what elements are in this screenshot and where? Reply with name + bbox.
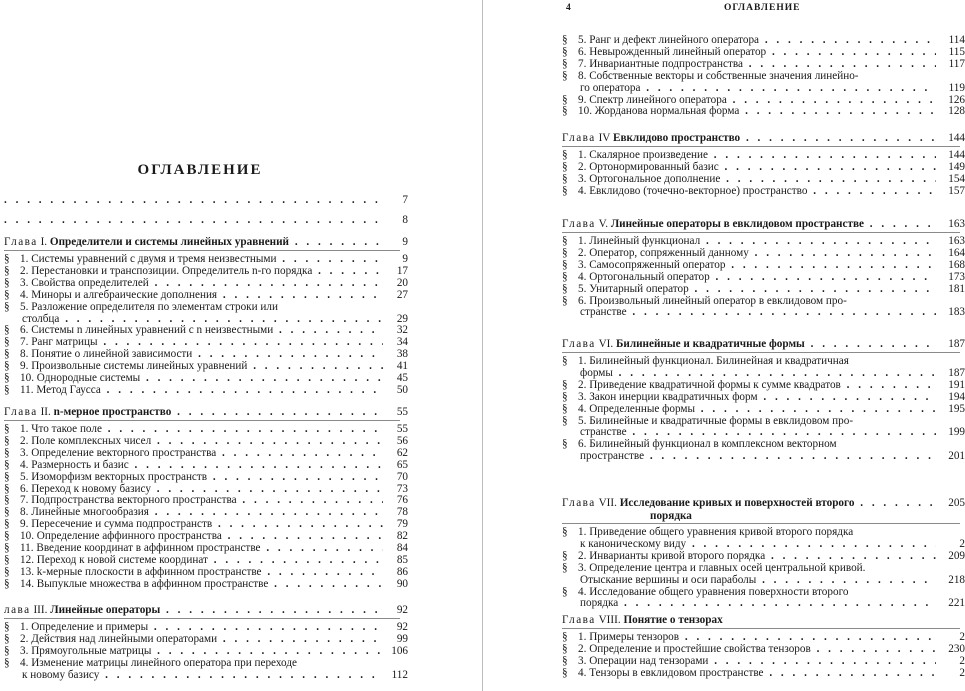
- entry-page: 221: [936, 597, 965, 610]
- entry-text: 3. Закон инерции квадратичных форм . . .: [578, 391, 937, 404]
- section-mark: §: [4, 565, 10, 578]
- entry-page: 163: [936, 235, 965, 248]
- section-mark: §: [562, 549, 568, 562]
- entry-text: [4, 214, 384, 227]
- entry-page: 34: [383, 336, 408, 349]
- entry-page: 90: [383, 578, 408, 591]
- entry-page: 181: [936, 283, 965, 296]
- section-mark: §: [562, 666, 568, 679]
- chapter-title: [562, 497, 937, 510]
- entry-text: 9. Пересечение и сумма подпространств . . .: [20, 518, 384, 531]
- chapter-heading[interactable]: [0, 236, 408, 249]
- section-mark: §: [4, 553, 10, 566]
- chapter-number: VIII.: [598, 614, 621, 626]
- chapter-heading-cont: [560, 510, 965, 523]
- chapter-number: I.: [40, 236, 48, 248]
- section-mark: §: [4, 276, 10, 289]
- section-mark: §: [4, 656, 10, 669]
- entry-text: 2. Поле комплексных чисел . . .: [20, 435, 384, 448]
- entry-text: 6. Невырожденный линейный оператор . . .: [578, 46, 937, 59]
- entry-page: 164: [936, 247, 965, 260]
- entry-text: 2. Ортонормированный базис . . .: [578, 161, 937, 174]
- divider: [4, 250, 400, 251]
- entry-page: 194: [936, 391, 965, 404]
- toc-entry[interactable]: [0, 578, 408, 591]
- entry-text: 7. Ранг матрицы . . .: [20, 336, 384, 349]
- entry-text: 14. Выпуклые множества в аффинном пространстве . . .: [20, 578, 384, 591]
- section-mark: §: [4, 446, 10, 459]
- entry-text: 3. Свойства определителей . . .: [20, 277, 384, 290]
- section-mark: §: [4, 518, 10, 531]
- entry-page: 55: [383, 423, 408, 436]
- entry-page: 126: [936, 94, 965, 107]
- chapter-title: [562, 218, 937, 231]
- entry-text: 1. Скалярное произведение . . .: [578, 149, 937, 162]
- entry-page: 144: [936, 149, 965, 162]
- section-mark: §: [562, 282, 568, 295]
- divider: [562, 628, 960, 629]
- entry-page: 115: [936, 46, 965, 59]
- section-mark: §: [562, 294, 568, 307]
- entry-text: 5. Разложение определителя по элементам строки или: [20, 300, 278, 313]
- entry-text: 1. Приведение общего уравнения кривой второго порядка: [578, 526, 854, 538]
- entry-text: 6. Системы n линейных уравнений с n неизвестными . . .: [20, 324, 384, 337]
- entry-text: странстве . . .: [580, 426, 937, 439]
- section-mark: §: [562, 160, 568, 173]
- section-mark: §: [4, 470, 10, 483]
- section-mark: §: [4, 577, 10, 590]
- chapter-page: 92: [383, 604, 408, 617]
- toc-entry[interactable]: [560, 597, 965, 610]
- section-mark: §: [4, 621, 10, 633]
- entry-text: 8. Понятие о линейной зависимости . . .: [20, 348, 384, 361]
- chapter-name: Линейные операторы: [50, 604, 161, 616]
- entry-text: 5. Ранг и дефект линейного оператора . . .: [578, 34, 937, 47]
- section-mark: §: [562, 45, 568, 58]
- entry-page: 183: [936, 306, 965, 319]
- entry-page: 78: [383, 506, 408, 519]
- section-mark: §: [562, 402, 568, 415]
- entry-text: странстве . . .: [580, 306, 937, 319]
- section-mark: §: [4, 253, 10, 265]
- section-mark: §: [4, 530, 10, 543]
- entry-page: 168: [936, 259, 965, 272]
- entry-page: 195: [936, 403, 965, 416]
- section-mark: §: [4, 288, 10, 301]
- toc-entry[interactable]: [560, 450, 965, 463]
- entry-text: столбца . . .: [22, 313, 384, 326]
- divider: [562, 146, 960, 147]
- entry-page: 50: [383, 384, 408, 397]
- section-mark: §: [562, 390, 568, 403]
- entry-text: 3. Ортогональное дополнение . . .: [578, 173, 937, 186]
- entry-page: 79: [383, 518, 408, 531]
- toc-entry[interactable]: [560, 185, 965, 198]
- section-mark: §: [562, 270, 568, 283]
- entry-page: 128: [936, 105, 965, 118]
- entry-text: 10. Определение аффинного пространства . . .: [20, 530, 384, 543]
- chapter-name: Линейные операторы в евклидовом пространстве: [610, 218, 864, 230]
- entry-page: 76: [383, 494, 408, 507]
- entry-text: 1. Системы уравнений с двумя и тремя неизвестными . . .: [20, 253, 384, 266]
- chapter-name: Исследование кривых и поверхностей второго: [619, 497, 855, 509]
- entry-text: 4. Исследование общего уравнения поверхности второго: [578, 585, 849, 598]
- entry-text: 1. Примеры тензоров . . .: [578, 631, 937, 644]
- chapter-page: 55: [383, 406, 408, 419]
- section-mark: §: [562, 34, 568, 46]
- chapter-number: V.: [598, 218, 609, 230]
- chapter-heading[interactable]: [560, 132, 965, 145]
- entry-text: 7. Подпространства векторного пространства . . .: [20, 494, 384, 507]
- entry-page: 84: [383, 542, 408, 555]
- chapter-page: 9: [383, 236, 408, 249]
- chapter-number: VII.: [598, 497, 617, 509]
- section-mark: §: [4, 632, 10, 645]
- entry-page: 117: [936, 58, 965, 71]
- entry-page: 218: [936, 574, 965, 587]
- section-mark: §: [562, 642, 568, 655]
- chapter-number: IV: [598, 132, 611, 144]
- entry-page: 7: [383, 194, 408, 207]
- chapter-page: 163: [936, 218, 965, 231]
- entry-text: 5. Изоморфизм векторных пространств . . .: [20, 471, 384, 484]
- entry-page: 85: [383, 554, 408, 567]
- entry-text: 3. Самосопряженный оператор . . .: [578, 259, 937, 272]
- entry-page: 92: [383, 621, 408, 634]
- chapter-heading[interactable]: [560, 338, 965, 351]
- section-mark: §: [562, 105, 568, 118]
- section-mark: §: [562, 378, 568, 391]
- chapter-heading[interactable]: [560, 218, 965, 231]
- section-mark: §: [562, 184, 568, 197]
- entry-text: го оператора . . .: [580, 82, 937, 95]
- chapter-title: [562, 338, 937, 351]
- section-mark: §: [562, 93, 568, 106]
- chapter-name: n-мерное пространство: [53, 406, 172, 418]
- entry-text: 4. Размерность и базис . . .: [20, 459, 384, 472]
- section-mark: §: [4, 360, 10, 373]
- section-mark: §: [4, 264, 10, 277]
- entry-text: [4, 194, 384, 207]
- entry-text: 11. Метод Гаусса . . .: [20, 384, 384, 397]
- entry-text: 4. Изменение матрицы линейного оператора при переходе: [20, 656, 297, 669]
- entry-text: 4. Ортогональный оператор . . .: [578, 271, 937, 284]
- entry-text: 6. Произвольный линейный оператор в евклидовом про-: [578, 294, 847, 307]
- entry-page: 119: [936, 82, 965, 95]
- entry-page: 9: [383, 253, 408, 266]
- entry-page: 17: [383, 265, 408, 278]
- entry-page: 2: [936, 538, 965, 551]
- entry-page: 45: [383, 372, 408, 385]
- entry-text: 10. Однородные системы . . .: [20, 372, 384, 385]
- chapter-prefix: лава: [4, 604, 31, 616]
- entry-text: 5. Унитарный оператор . . .: [578, 283, 937, 296]
- toc-entry[interactable]: [0, 384, 408, 397]
- entry-text: порядка . . .: [580, 597, 937, 610]
- entry-text: формы . . .: [580, 367, 937, 380]
- chapter-page: 144: [936, 132, 965, 145]
- divider: [4, 420, 400, 421]
- section-mark: §: [562, 526, 568, 538]
- entry-page: 70: [383, 471, 408, 484]
- entry-text: 13. k-мерные плоскости в аффинном пространстве . . .: [20, 566, 384, 579]
- entry-text: 3. Определение векторного пространства . . .: [20, 447, 384, 460]
- entry-text: 11. Введение координат в аффинном пространстве . . .: [20, 542, 384, 555]
- entry-page: 99: [383, 633, 408, 646]
- entry-text: 2. Инварианты кривой второго порядка . . .: [578, 550, 937, 563]
- section-mark: §: [562, 561, 568, 574]
- chapter-name: Понятие о тензорах: [623, 614, 723, 626]
- entry-text: 1. Определение и примеры . . .: [20, 621, 384, 634]
- entry-page: 201: [936, 450, 965, 463]
- section-mark: §: [4, 482, 10, 495]
- chapter-number: III.: [33, 604, 48, 616]
- entry-page: 62: [383, 447, 408, 460]
- entry-page: 86: [383, 566, 408, 579]
- entry-text: 2. Определение и простейшие свойства тензоров . . .: [578, 643, 937, 656]
- chapter-title: [562, 614, 937, 627]
- divider: [562, 232, 960, 233]
- entry-text: 1. Что такое поле . . .: [20, 423, 384, 436]
- entry-text: 4. Евклидово (точечно-векторное) пространство . . .: [578, 185, 937, 198]
- toc-entry[interactable]: [0, 669, 408, 682]
- chapter-prefix: Глава: [562, 338, 596, 350]
- right-page: [560, 0, 965, 691]
- entry-text: 4. Тензоры в евклидовом пространстве . . .: [578, 667, 937, 680]
- section-mark: §: [562, 172, 568, 185]
- entry-text: 6. Переход к новому базису . . .: [20, 483, 384, 496]
- section-mark: §: [562, 258, 568, 271]
- chapter-page: 187: [936, 338, 965, 351]
- entry-page: 8: [383, 214, 408, 227]
- entry-text: 2. Приведение квадратичной формы к сумме квадратов . . .: [578, 379, 937, 392]
- section-mark: §: [4, 423, 10, 435]
- entry-text: 5. Билинейные и квадратичные формы в евклидовом про-: [578, 414, 854, 427]
- entry-page: 157: [936, 185, 965, 198]
- chapter-name-cont: порядка: [650, 510, 692, 522]
- entry-page: 38: [383, 348, 408, 361]
- section-mark: §: [4, 458, 10, 471]
- chapter-heading[interactable]: [560, 497, 965, 510]
- page-gutter: [482, 0, 483, 691]
- entry-page: 2: [936, 667, 965, 680]
- chapter-heading[interactable]: [0, 604, 408, 617]
- toc-entry[interactable]: [0, 214, 408, 227]
- chapter-heading[interactable]: [0, 406, 408, 419]
- entry-text: 7. Инвариантные подпространства . . .: [578, 58, 937, 71]
- entry-page: 2: [936, 631, 965, 644]
- entry-page: 154: [936, 173, 965, 186]
- section-mark: §: [562, 57, 568, 70]
- section-mark: §: [4, 372, 10, 384]
- section-mark: §: [562, 631, 568, 643]
- entry-text: 1. Линейный функционал . . .: [578, 235, 937, 248]
- section-mark: §: [4, 434, 10, 447]
- entry-page: 20: [383, 277, 408, 290]
- entry-text: пространстве . . .: [580, 450, 937, 463]
- entry-text: 8. Собственные векторы и собственные значения линейно-: [578, 69, 859, 82]
- chapter-title: [4, 604, 384, 617]
- left-page: [0, 0, 408, 691]
- entry-text: Отыскание вершины и оси параболы . . .: [580, 574, 937, 587]
- entry-text: 4. Миноры и алгебраические дополнения . . .: [20, 289, 384, 302]
- entry-page: 56: [383, 435, 408, 448]
- entry-page: 73: [383, 483, 408, 496]
- section-mark: §: [562, 235, 568, 247]
- entry-text: 10. Жорданова нормальная форма . . .: [578, 105, 937, 118]
- toc-entry[interactable]: [560, 306, 965, 319]
- entry-page: 191: [936, 379, 965, 392]
- section-mark: §: [4, 336, 10, 349]
- divider: [4, 618, 400, 619]
- entry-page: 112: [383, 669, 408, 682]
- chapter-name: Билинейные и квадратичные формы: [615, 338, 805, 350]
- section-mark: §: [562, 246, 568, 259]
- entry-page: 27: [383, 289, 408, 302]
- entry-text: 9. Спектр линейного оператора . . .: [578, 94, 937, 107]
- entry-text: 2. Действия над линейными операторами . . .: [20, 633, 384, 646]
- entry-page: 199: [936, 426, 965, 439]
- entry-page: 29: [383, 313, 408, 326]
- entry-page: 32: [383, 324, 408, 337]
- divider: [562, 523, 960, 524]
- chapter-name: Евклидово пространство: [612, 132, 741, 144]
- entry-page: 209: [936, 550, 965, 563]
- divider: [562, 352, 960, 353]
- section-mark: §: [562, 149, 568, 161]
- chapter-prefix: Глава: [562, 132, 596, 144]
- entry-page: 106: [383, 645, 408, 658]
- section-mark: §: [562, 585, 568, 598]
- entry-text: 3. Определение центра и главных осей центральной кривой.: [578, 561, 866, 574]
- chapter-page: 205: [936, 497, 965, 510]
- section-mark: §: [562, 654, 568, 667]
- section-mark: §: [4, 542, 10, 554]
- entry-page: 114: [936, 34, 965, 47]
- chapter-heading[interactable]: [560, 614, 965, 627]
- entry-text: 4. Определенные формы . . .: [578, 403, 937, 416]
- section-mark: §: [4, 324, 10, 337]
- section-mark: §: [4, 383, 10, 396]
- entry-text: 6. Билинейный функционал в комплексном векторном: [578, 438, 837, 451]
- chapter-title: [4, 236, 384, 249]
- section-mark: §: [562, 69, 568, 82]
- chapter-prefix: Глава: [4, 236, 38, 248]
- chapter-prefix: Глава: [562, 497, 596, 509]
- section-mark: §: [4, 348, 10, 361]
- section-mark: §: [4, 506, 10, 519]
- entry-page: 41: [383, 360, 408, 373]
- entry-text: 1. Билинейный функционал. Билинейная и квадратичная: [578, 355, 849, 367]
- toc-entry[interactable]: [560, 105, 965, 118]
- entry-text: 2. Перестановки и транспозиции. Определитель n-го порядка . . .: [20, 265, 384, 278]
- entry-page: 187: [936, 367, 965, 380]
- chapter-prefix: Глава: [562, 614, 596, 626]
- toc-entry[interactable]: [560, 667, 965, 680]
- section-mark: §: [562, 355, 568, 367]
- chapter-number: II.: [40, 406, 51, 418]
- chapter-number: VI.: [598, 338, 614, 350]
- entry-page: 65: [383, 459, 408, 472]
- entry-page: 173: [936, 271, 965, 284]
- section-mark: §: [4, 644, 10, 657]
- page-number: 4: [566, 3, 572, 13]
- entry-text: 12. Переход к новой системе координат . . .: [20, 554, 384, 567]
- section-mark: §: [4, 300, 10, 313]
- entry-text: 3. Прямоугольные матрицы . . .: [20, 645, 384, 658]
- entry-page: 2: [936, 655, 965, 668]
- running-title: ОГЛАВЛЕНИЕ: [724, 3, 801, 13]
- section-mark: §: [562, 438, 568, 451]
- entry-text: 9. Произвольные системы линейных уравнений . . .: [20, 360, 384, 373]
- entry-page: 149: [936, 161, 965, 174]
- entry-text: к каноническому виду . . .: [580, 538, 937, 551]
- chapter-name: Определители и системы линейных уравнений: [49, 236, 290, 248]
- chapter-title: [4, 406, 384, 419]
- entry-text: 2. Оператор, сопряженный данному . . .: [578, 247, 937, 260]
- chapter-prefix: Глава: [4, 406, 38, 418]
- chapter-prefix: Глава: [562, 218, 596, 230]
- entry-text: к новому базису . . .: [22, 669, 384, 682]
- section-mark: §: [562, 414, 568, 427]
- entry-text: 3. Операции над тензорами . . .: [578, 655, 937, 668]
- running-head: [562, 3, 965, 17]
- entry-text: 8. Линейные многообразия . . .: [20, 506, 384, 519]
- entry-page: 82: [383, 530, 408, 543]
- toc-entry[interactable]: [0, 194, 408, 207]
- entry-page: 230: [936, 643, 965, 656]
- section-mark: §: [4, 494, 10, 507]
- toc-title: ОГЛАВЛЕНИЕ: [137, 162, 263, 178]
- chapter-title: [562, 132, 937, 145]
